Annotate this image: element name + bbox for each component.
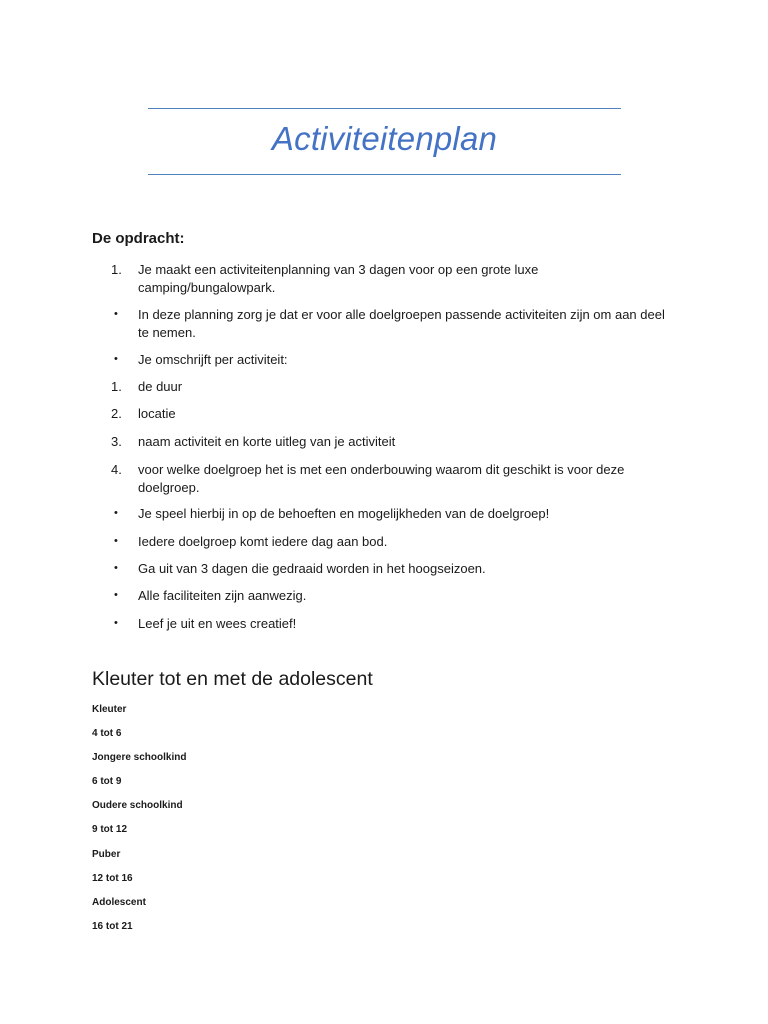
- list-marker: 1.: [111, 379, 122, 394]
- bullet-icon: •: [114, 562, 118, 574]
- age-group-label: Adolescent: [92, 897, 146, 908]
- bullet-icon: •: [114, 507, 118, 519]
- list-item-text: Alle faciliteiten zijn aanwezig.: [138, 588, 307, 603]
- list-item-text: locatie: [138, 406, 176, 421]
- age-range: 16 tot 21: [92, 921, 133, 932]
- age-range: 6 tot 9: [92, 776, 122, 787]
- bullet-icon: •: [114, 617, 118, 629]
- bullet-icon: •: [114, 589, 118, 601]
- list-item-text: de duur: [138, 379, 183, 394]
- list-item-text: Je omschrijft per activiteit:: [138, 352, 288, 367]
- page-title: Activiteitenplan: [271, 120, 498, 157]
- age-group-label: Puber: [92, 849, 121, 860]
- age-range: 12 tot 16: [92, 873, 133, 884]
- bullet-icon: •: [114, 353, 118, 365]
- list-item-text: In deze planning zorg je dat er voor alle doelgroepen passende activiteiten zijn om aan deel te nemen.: [138, 307, 665, 340]
- list-marker: 1.: [111, 262, 122, 277]
- age-group-label: Oudere schoolkind: [92, 800, 183, 811]
- bullet-icon: •: [114, 535, 118, 547]
- title-rule-top: [148, 108, 621, 109]
- age-range: 4 tot 6: [92, 728, 122, 739]
- list-item-text: naam activiteit en korte uitleg van je activiteit: [138, 434, 396, 449]
- list-item-text: Je speel hierbij in op de behoeften en mogelijkheden van de doelgroep!: [138, 506, 550, 521]
- list-marker: 2.: [111, 406, 122, 421]
- list-item-text: Ga uit van 3 dagen die gedraaid worden in het hoogseizoen.: [138, 561, 486, 576]
- section-title: Kleuter tot en met de adolescent: [92, 668, 373, 690]
- age-group-label: Kleuter: [92, 704, 127, 715]
- list-marker: 4.: [111, 462, 122, 477]
- list-item-text: Iedere doelgroep komt iedere dag aan bod.: [138, 534, 388, 549]
- list-item-text: Je maakt een activiteitenplanning van 3 dagen voor op een grote luxe camping/bungalowpark.: [138, 262, 539, 295]
- list-item-text: Leef je uit en wees creatief!: [138, 616, 297, 631]
- age-group-label: Jongere schoolkind: [92, 752, 187, 763]
- list-item-text: voor welke doelgroep het is met een onderbouwing waarom dit geschikt is voor deze doelgroep.: [138, 462, 625, 495]
- age-range: 9 tot 12: [92, 824, 128, 835]
- list-marker: 3.: [111, 434, 122, 449]
- title-rule-bottom: [148, 174, 621, 175]
- assignment-heading: De opdracht:: [92, 230, 185, 247]
- bullet-icon: •: [114, 308, 118, 320]
